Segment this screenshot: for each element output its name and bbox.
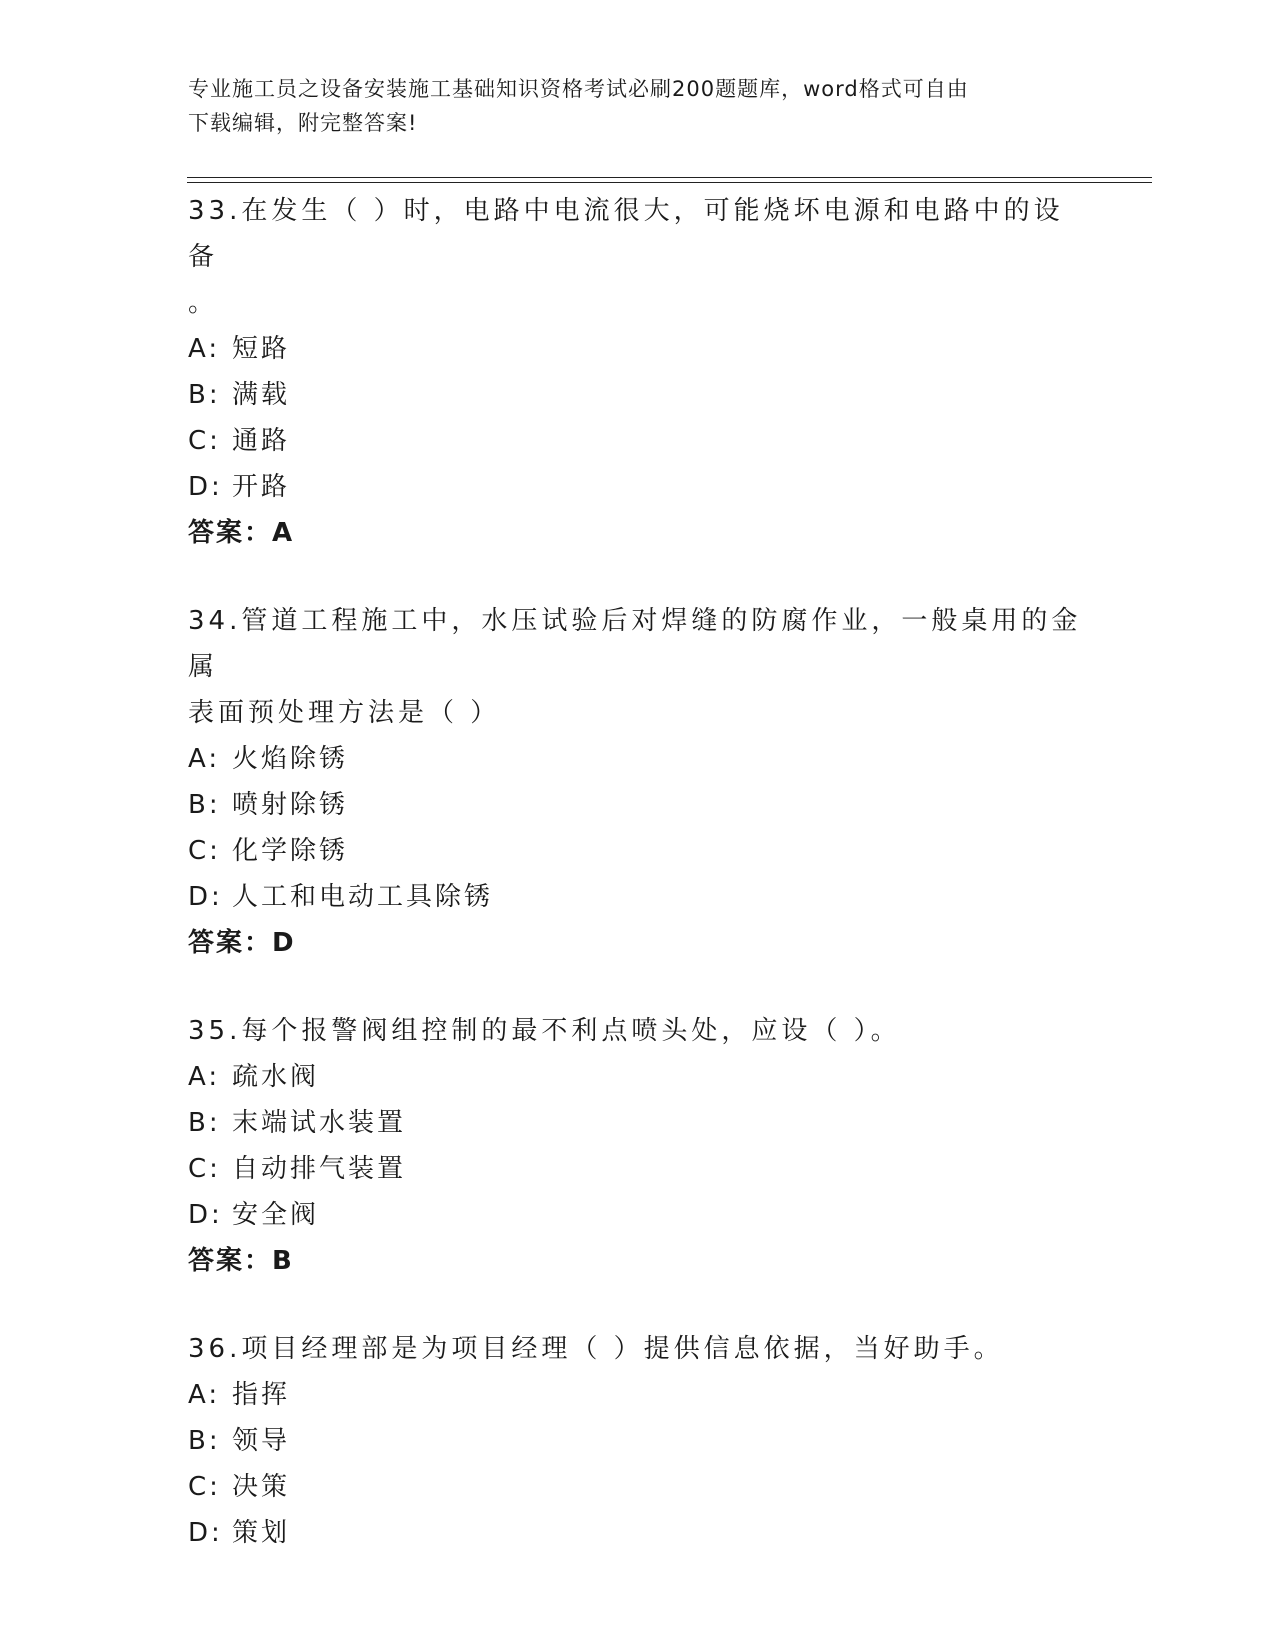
question-text-continued: 。 <box>188 288 219 318</box>
option-key: D: <box>188 882 223 912</box>
option-d <box>188 1192 1088 1238</box>
option-b <box>188 1418 1088 1464</box>
question-text: 34.管道工程施工中，水压试验后对焊缝的防腐作业，一般桌用的金属 <box>188 606 1082 682</box>
option-key: D: <box>188 1200 223 1230</box>
option-text: 末端试水装置 <box>232 1108 407 1138</box>
header-title-line-2: 下载编辑，附完整答案! <box>188 111 418 135</box>
option-key: B: <box>188 790 221 820</box>
option-c <box>188 418 1088 464</box>
option-key: C: <box>188 426 221 456</box>
option-key: A: <box>188 1380 221 1410</box>
option-key: A: <box>188 1062 221 1092</box>
option-d <box>188 1510 1088 1556</box>
question-text: 35.每个报警阀组控制的最不利点喷头处，应设（ ）。 <box>188 1016 901 1046</box>
option-a <box>188 326 1088 372</box>
option-key: A: <box>188 744 221 774</box>
option-a <box>188 1054 1088 1100</box>
header-title-line-1: 专业施工员之设备安装施工基础知识资格考试必刷200题题库，word格式可自由 <box>188 77 969 101</box>
option-key: C: <box>188 1472 221 1502</box>
option-text: 开路 <box>232 472 291 502</box>
option-a <box>188 736 1088 782</box>
option-c <box>188 828 1088 874</box>
question-text-continued: 表面预处理方法是（ ） <box>188 698 501 728</box>
question-33 <box>188 188 1088 556</box>
header-divider-top <box>187 177 1152 178</box>
answer: 答案：B <box>188 1246 294 1276</box>
option-d <box>188 464 1088 510</box>
option-key: A: <box>188 334 221 364</box>
option-b <box>188 1100 1088 1146</box>
option-key: C: <box>188 836 221 866</box>
option-key: B: <box>188 1108 221 1138</box>
option-key: B: <box>188 380 221 410</box>
option-b <box>188 372 1088 418</box>
question-34 <box>188 598 1088 966</box>
option-text: 策划 <box>232 1518 291 1548</box>
option-text: 通路 <box>232 426 291 456</box>
option-key: C: <box>188 1154 221 1184</box>
option-text: 决策 <box>232 1472 291 1502</box>
question-36 <box>188 1326 1088 1556</box>
option-c <box>188 1464 1088 1510</box>
option-c <box>188 1146 1088 1192</box>
option-text: 指挥 <box>232 1380 291 1410</box>
answer: 答案：A <box>188 518 295 548</box>
option-text: 满载 <box>232 380 291 410</box>
document-header <box>188 72 1068 140</box>
option-key: D: <box>188 472 223 502</box>
option-key: B: <box>188 1426 221 1456</box>
option-text: 化学除锈 <box>232 836 349 866</box>
option-text: 疏水阀 <box>232 1062 320 1092</box>
option-text: 喷射除锈 <box>232 790 349 820</box>
option-key: D: <box>188 1518 223 1548</box>
option-text: 领导 <box>232 1426 291 1456</box>
option-a <box>188 1372 1088 1418</box>
question-list <box>188 188 1088 1598</box>
option-text: 短路 <box>232 334 291 364</box>
option-text: 安全阀 <box>232 1200 320 1230</box>
option-text: 自动排气装置 <box>232 1154 407 1184</box>
answer: 答案：D <box>188 928 296 958</box>
header-divider-bottom <box>187 182 1152 183</box>
option-b <box>188 782 1088 828</box>
question-text: 33.在发生（ ）时，电路中电流很大，可能烧坏电源和电路中的设备 <box>188 196 1064 272</box>
option-text: 火焰除锈 <box>232 744 349 774</box>
option-d <box>188 874 1088 920</box>
question-text: 36.项目经理部是为项目经理（ ）提供信息依据，当好助手。 <box>188 1334 1004 1364</box>
option-text: 人工和电动工具除锈 <box>232 882 494 912</box>
question-35 <box>188 1008 1088 1284</box>
